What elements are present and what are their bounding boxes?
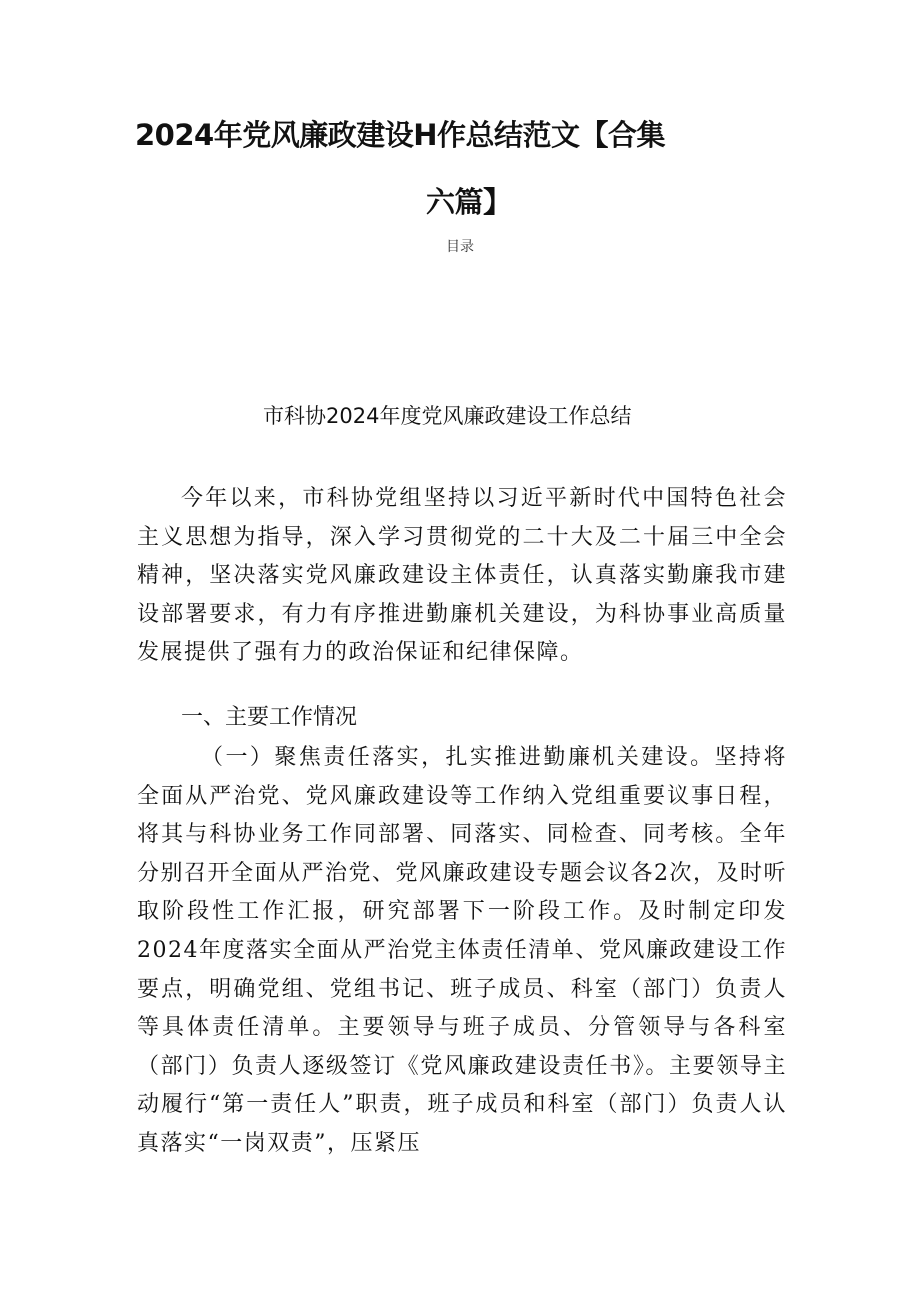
document-title-line-1: 2024年党风廉政建设H作总结范文【合集 <box>135 118 665 152</box>
article-title: 市科协2024年度党风廉政建设工作总结 <box>263 404 632 428</box>
intro-paragraph: 今年以来，市科协党组坚持以习近平新时代中国特色社会主义思想为指导，深入学习贯彻党的二十大及二十届三中全会精神，坚决落实党风廉政建设主体责任，认真落实勤廉我市建设部署要求，有力有序推进勤廉机关建设，为科协事业高质量发展提供了强有力的政治保证和纪律保障。 <box>137 486 787 666</box>
table-of-contents-label: 目录 <box>446 239 474 255</box>
section-heading: 一、主要工作情况 <box>181 705 358 730</box>
body-paragraph: （一）聚焦责任落实，扎实推进勤廉机关建设。坚持将全面从严治党、党风廉政建设等工作纳入党组重要议事日程，将其与科协业务工作同部署、同落实、同检查、同考核。全年分别召开全面从严治党、党风廉政建设专题会议各2次，及时听取阶段性工作汇报，研究部署下一阶段工作。及时制定印发2024年度落实全面从严治党主体责任清单、党风廉政建设工作要点，明确党组、党组书记、班子成员、科室（部门）负责人等具体责任清单。主要领导与班子成员、分管领导与各科室（部门）负责人逐级签订《党风廉政建设责任书》。主要领导主动履行“第一责任人”职责，班子成员和科室（部门）负责人认真落实“一岗双责”，压紧压 <box>137 745 787 1156</box>
document-title-line-2: 六篇】 <box>426 185 512 219</box>
